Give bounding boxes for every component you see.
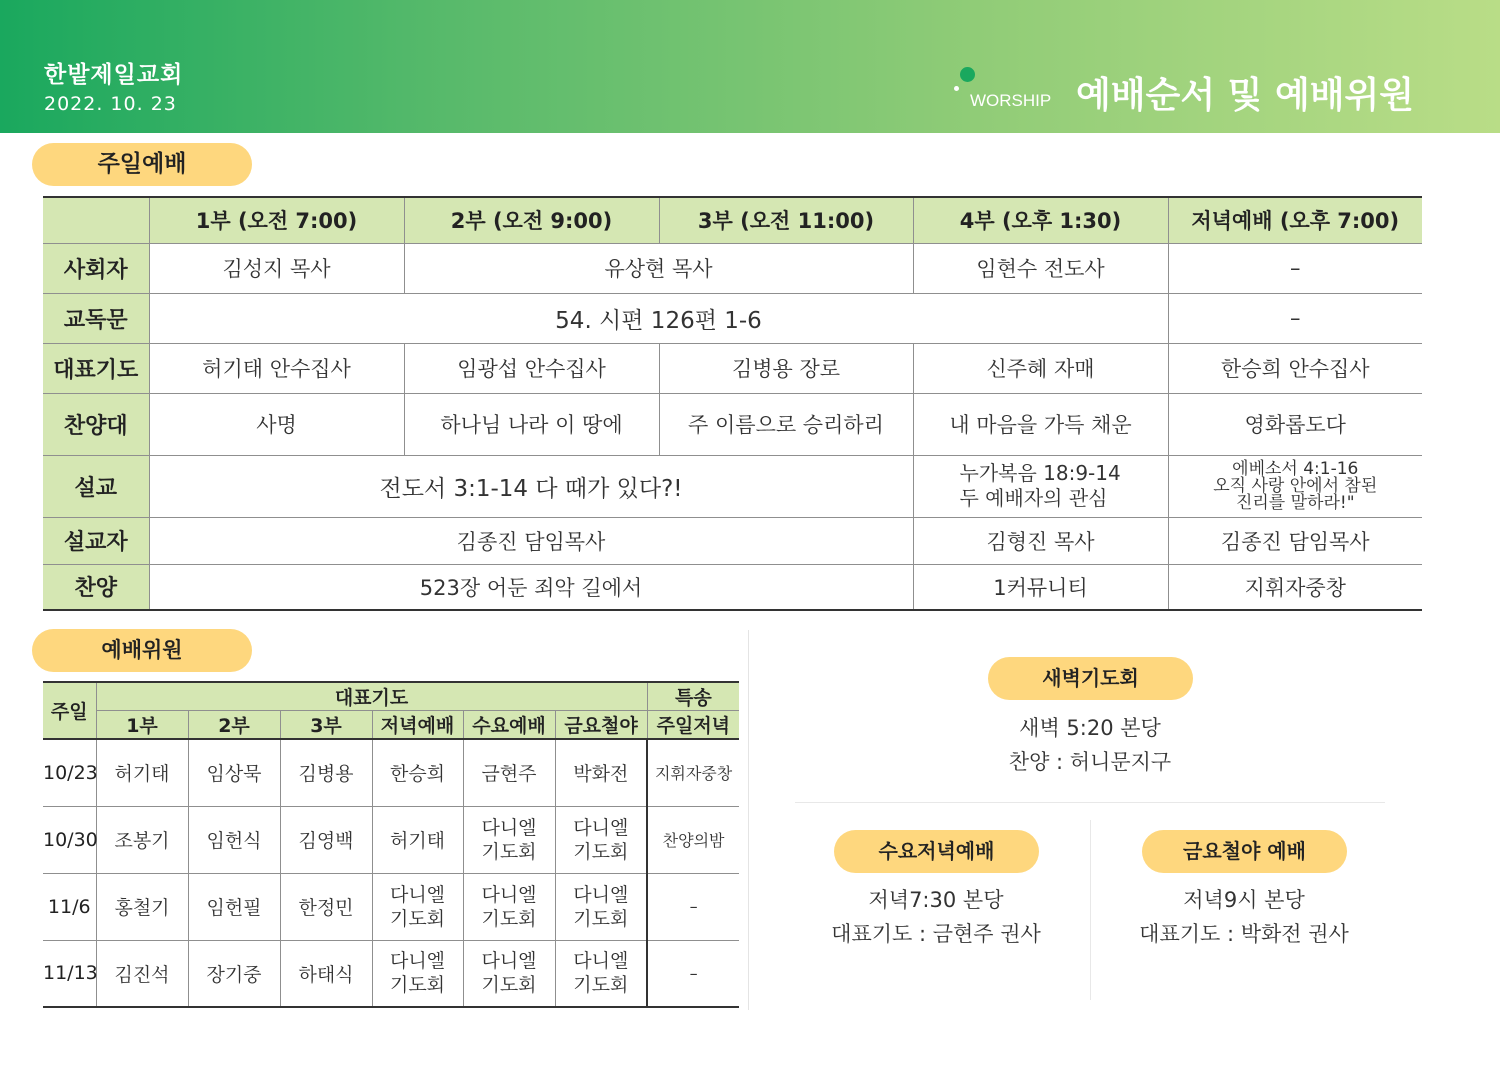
row-header: 설교 <box>43 455 149 517</box>
row-header: 대표기도 <box>43 343 149 393</box>
table-cell: 장기중 <box>188 940 280 1007</box>
cell-line: 다니엘 <box>389 883 446 906</box>
table-cell: 홍철기 <box>96 873 188 940</box>
table-cell: 임헌식 <box>188 806 280 873</box>
table-cell: 한정민 <box>280 873 372 940</box>
cell-line: 기도회 <box>573 974 629 997</box>
table-row <box>43 739 739 806</box>
column-header: 주일저녁 <box>647 711 739 740</box>
committee-table <box>43 681 739 1008</box>
table-row <box>43 293 1422 343</box>
cell-line: 다니엘 <box>573 950 629 973</box>
cell-line: 다니엘 <box>481 816 537 839</box>
friday-time: 저녁9시 본당 <box>1183 888 1305 912</box>
table-cell: 허기태 <box>96 739 188 806</box>
dot-icon <box>960 67 975 82</box>
column-header: 수요예배 <box>463 711 555 740</box>
table-cell: 사명 <box>149 393 404 455</box>
column-header: 특송 <box>647 682 739 711</box>
worship-label: WORSHIP <box>970 91 1052 110</box>
table-cell: 신주혜 자매 <box>913 343 1168 393</box>
table-header-row <box>43 711 739 740</box>
cell-line: 다니엘 <box>389 950 446 973</box>
table-cell: 하태식 <box>280 940 372 1007</box>
page-title: 예배순서 및 예배위원 <box>1076 75 1415 116</box>
table-row <box>43 940 739 1007</box>
table-cell <box>372 873 463 940</box>
table-row <box>43 564 1422 610</box>
table-cell: 조봉기 <box>96 806 188 873</box>
column-header: 2부 (오전 9:00) <box>404 197 659 243</box>
table-cell: 김진석 <box>96 940 188 1007</box>
row-header: 교독문 <box>43 293 149 343</box>
table-cell: 임광섭 안수집사 <box>404 343 659 393</box>
cell-line: 다니엘 <box>573 816 629 839</box>
table-cell: 54. 시편 126편 1-6 <box>149 293 1168 343</box>
table-cell: 지휘자중창 <box>647 739 739 806</box>
row-header: 설교자 <box>43 517 149 564</box>
cell-line: 기도회 <box>389 907 446 930</box>
wednesday-title: 수요저녁예배 <box>834 830 1039 873</box>
table-cell: 김영백 <box>280 806 372 873</box>
dawn-prayer-time: 새벽 5:20 본당 <box>1019 716 1161 740</box>
cell-line: 기도회 <box>389 974 446 997</box>
cell-line: 기도회 <box>573 840 629 863</box>
table-cell <box>555 873 647 940</box>
column-header: 4부 (오후 1:30) <box>913 197 1168 243</box>
table-cell: 한승희 안수집사 <box>1168 343 1422 393</box>
bulletin-date: 2022. 10. 23 <box>44 93 177 115</box>
friday-info <box>1094 883 1394 951</box>
sermon-title: 오직 사랑 안에서 참된 <box>1213 475 1378 496</box>
divider <box>795 802 1385 803</box>
column-header: 저녁예배 <box>372 711 463 740</box>
cell-line: 기도회 <box>573 907 629 930</box>
table-cell: 김병용 장로 <box>659 343 913 393</box>
divider <box>1090 820 1091 1000</box>
dawn-prayer-worship: 찬양 : 허니문지구 <box>1008 750 1172 774</box>
dawn-prayer-title: 새벽기도회 <box>988 657 1193 700</box>
column-header: 3부 <box>280 711 372 740</box>
section-title-committee: 예배위원 <box>32 629 252 672</box>
cell-line: 다니엘 <box>481 950 537 973</box>
table-cell: – <box>1168 243 1422 293</box>
column-header: 3부 (오전 11:00) <box>659 197 913 243</box>
small-dot-icon <box>954 86 959 91</box>
table-cell: 한승희 <box>372 739 463 806</box>
corner-cell <box>43 197 149 243</box>
table-cell: 금현주 <box>463 739 555 806</box>
table-row <box>43 343 1422 393</box>
page-header <box>0 0 1500 133</box>
column-header: 주일 <box>43 682 96 739</box>
table-cell: 허기태 <box>372 806 463 873</box>
row-header: 찬양 <box>43 564 149 610</box>
table-cell: 김성지 목사 <box>149 243 404 293</box>
row-date: 11/13 <box>43 940 96 1007</box>
table-row <box>43 393 1422 455</box>
row-header: 사회자 <box>43 243 149 293</box>
table-cell <box>372 940 463 1007</box>
table-cell: 찬양의밤 <box>647 806 739 873</box>
sermon-scripture: 에베소서 4:1-16 <box>1232 458 1359 479</box>
table-cell: 임헌필 <box>188 873 280 940</box>
sermon-title: 진리를 말하라!" <box>1235 492 1355 513</box>
table-header-row <box>43 682 739 711</box>
table-cell <box>555 940 647 1007</box>
row-date: 11/6 <box>43 873 96 940</box>
sermon-title: 두 예배자의 관심 <box>959 486 1108 510</box>
table-cell: 김종진 담임목사 <box>1168 517 1422 564</box>
table-cell: – <box>647 873 739 940</box>
table-row <box>43 806 739 873</box>
section-title-sunday: 주일예배 <box>32 143 252 186</box>
column-header: 대표기도 <box>96 682 647 711</box>
table-cell: 김형진 목사 <box>913 517 1168 564</box>
table-row <box>43 873 739 940</box>
table-cell: – <box>647 940 739 1007</box>
table-cell <box>555 806 647 873</box>
table-cell <box>463 806 555 873</box>
cell-line: 기도회 <box>481 840 537 863</box>
cell-line: 다니엘 <box>573 883 629 906</box>
table-cell: 임현수 전도사 <box>913 243 1168 293</box>
table-cell: 김종진 담임목사 <box>149 517 913 564</box>
friday-title: 금요철야 예배 <box>1142 830 1347 873</box>
table-row <box>43 243 1422 293</box>
table-cell: 박화전 <box>555 739 647 806</box>
column-header: 1부 <box>96 711 188 740</box>
wednesday-prayer: 대표기도 : 금현주 권사 <box>831 922 1041 946</box>
table-cell: – <box>1168 293 1422 343</box>
column-header: 1부 (오전 7:00) <box>149 197 404 243</box>
table-header-row <box>43 197 1422 243</box>
table-cell: 유상현 목사 <box>404 243 913 293</box>
table-cell: 전도서 3:1-14 다 때가 있다?! <box>149 455 913 517</box>
friday-prayer: 대표기도 : 박화전 권사 <box>1139 922 1349 946</box>
table-cell: 내 마음을 가득 채운 <box>913 393 1168 455</box>
table-cell: 523장 어둔 죄악 길에서 <box>149 564 913 610</box>
column-header: 저녁예배 (오후 7:00) <box>1168 197 1422 243</box>
table-cell <box>463 940 555 1007</box>
cell-line: 기도회 <box>481 974 537 997</box>
church-name: 한밭제일교회 <box>44 62 184 88</box>
column-header: 금요철야 <box>555 711 647 740</box>
table-cell: 1커뮤니티 <box>913 564 1168 610</box>
table-cell: 하나님 나라 이 땅에 <box>404 393 659 455</box>
dawn-prayer-info <box>940 711 1240 779</box>
table-cell: 주 이름으로 승리하리 <box>659 393 913 455</box>
table-cell <box>463 873 555 940</box>
table-row <box>43 455 1422 517</box>
cell-line: 다니엘 <box>481 883 537 906</box>
row-date: 10/30 <box>43 806 96 873</box>
table-cell: 허기태 안수집사 <box>149 343 404 393</box>
table-cell: 지휘자중창 <box>1168 564 1422 610</box>
table-cell: 영화롭도다 <box>1168 393 1422 455</box>
divider <box>748 630 749 1010</box>
wednesday-info <box>786 883 1086 951</box>
column-header: 2부 <box>188 711 280 740</box>
table-cell: 김병용 <box>280 739 372 806</box>
table-cell <box>1168 455 1422 517</box>
wednesday-time: 저녁7:30 본당 <box>868 888 1004 912</box>
table-cell: 임상묵 <box>188 739 280 806</box>
row-header: 찬양대 <box>43 393 149 455</box>
table-row <box>43 517 1422 564</box>
sermon-scripture: 누가복음 18:9-14 <box>959 461 1121 485</box>
cell-line: 기도회 <box>481 907 537 930</box>
row-date: 10/23 <box>43 739 96 806</box>
table-cell <box>913 455 1168 517</box>
sunday-service-table <box>43 196 1422 611</box>
